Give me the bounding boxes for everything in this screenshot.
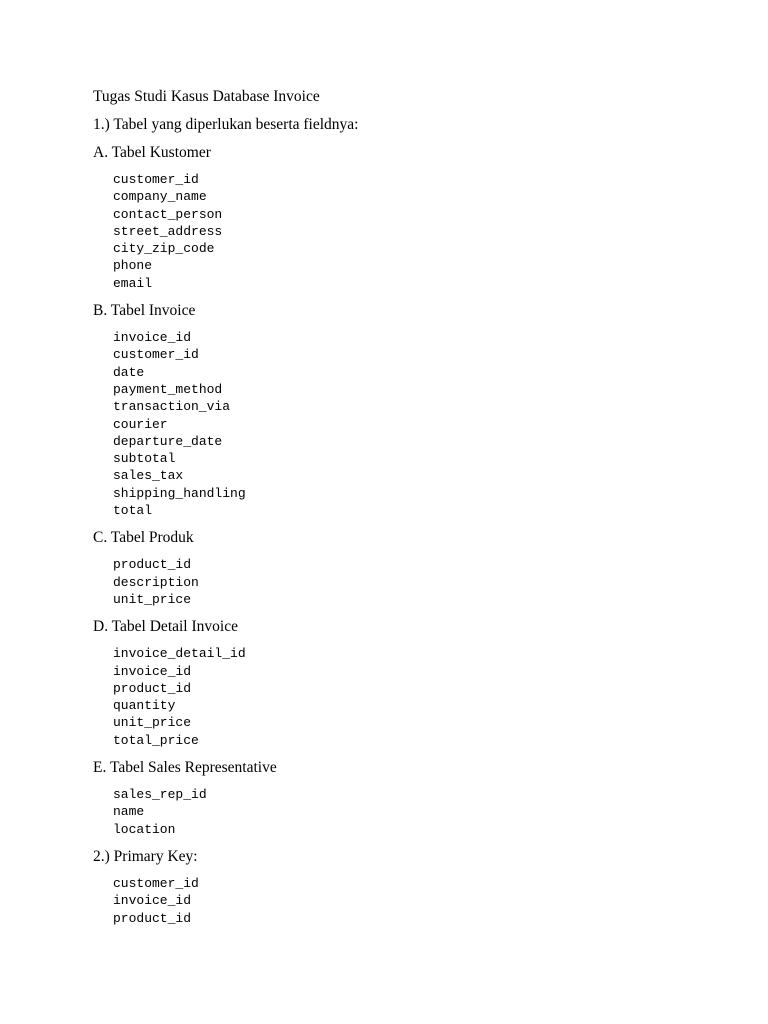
field-list-produk — [113, 556, 713, 608]
field-item: city_zip_code — [113, 241, 215, 257]
field-item: product_id — [113, 680, 192, 696]
question-2: 2.) Primary Key: — [93, 847, 198, 865]
field-list-invoice — [113, 329, 713, 519]
field-item: sales_tax — [113, 468, 184, 484]
field-item: courier — [113, 416, 168, 432]
field-item: customer_id — [113, 347, 199, 363]
primary-key-item: product_id — [113, 910, 192, 926]
field-item: customer_id — [113, 172, 199, 187]
section-heading-detail-invoice: D. Tabel Detail Invoice — [93, 618, 238, 636]
section-heading-kustomer: A. Tabel Kustomer — [93, 144, 211, 161]
field-list-detail-invoice — [113, 645, 713, 749]
field-item: unit_price — [113, 715, 192, 731]
field-item: transaction_via — [113, 399, 231, 415]
field-item: shipping_handling — [113, 485, 246, 501]
field-item: invoice_id — [113, 330, 192, 346]
field-item: invoice_detail_id — [113, 646, 246, 662]
field-item: departure_date — [113, 433, 223, 449]
field-item: total — [113, 503, 153, 519]
primary-key-list — [113, 875, 713, 927]
field-item: quantity — [113, 698, 176, 714]
field-list-sales-representative — [113, 786, 713, 838]
primary-key-item: invoice_id — [113, 893, 192, 909]
document-title: Tugas Studi Kasus Database Invoice — [93, 88, 320, 105]
field-item: description — [113, 574, 199, 590]
field-item: subtotal — [113, 451, 176, 467]
field-item: email — [113, 275, 153, 291]
field-item: invoice_id — [113, 663, 192, 679]
field-item: product_id — [113, 557, 192, 573]
field-item: street_address — [113, 223, 223, 239]
section-heading-sales-representative: E. Tabel Sales Representative — [93, 759, 277, 777]
field-item: company_name — [113, 189, 207, 205]
field-item: unit_price — [113, 591, 192, 607]
field-item: phone — [113, 258, 153, 274]
section-heading-produk: C. Tabel Produk — [93, 529, 194, 547]
field-item: total_price — [113, 732, 199, 748]
field-item: location — [113, 821, 176, 837]
field-item: name — [113, 804, 145, 820]
field-item: payment_method — [113, 381, 223, 397]
field-item: date — [113, 364, 145, 380]
question-1: 1.) Tabel yang diperlukan beserta fieldnya: — [93, 116, 359, 133]
primary-key-item: customer_id — [113, 875, 199, 891]
document-page — [93, 87, 713, 936]
field-list-kustomer — [113, 171, 713, 292]
field-item: sales_rep_id — [113, 787, 207, 803]
field-item: contact_person — [113, 206, 223, 222]
section-heading-invoice: B. Tabel Invoice — [93, 302, 196, 320]
